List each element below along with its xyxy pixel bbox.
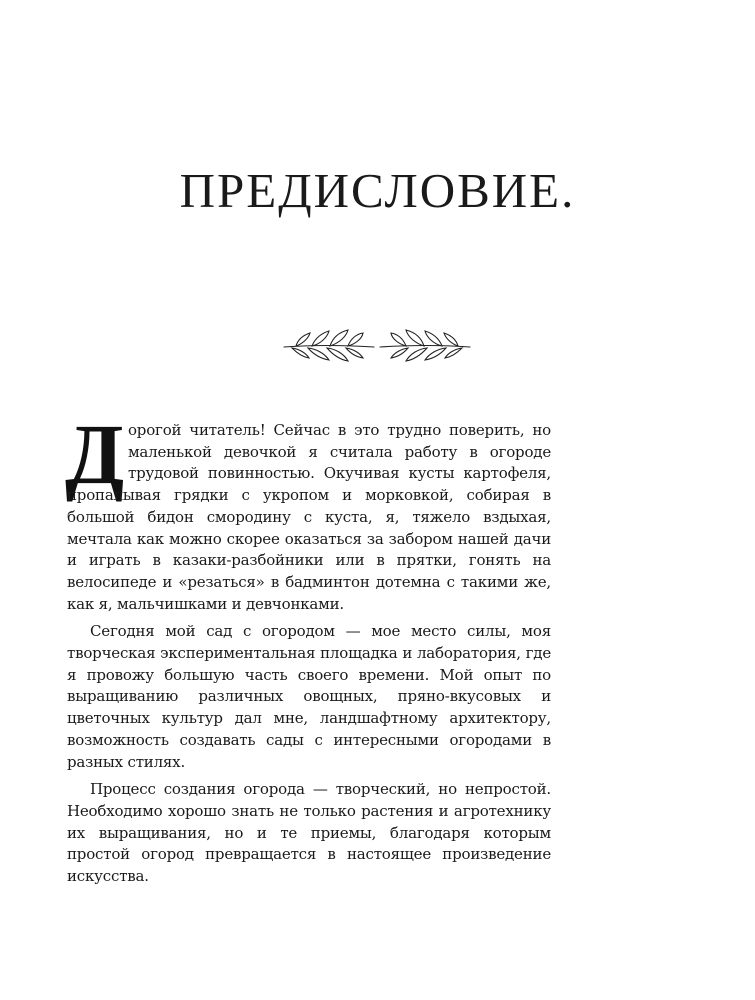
paragraph-1 <box>65 406 551 615</box>
preface-text <box>65 406 551 894</box>
paragraph-3: Процесс создания огорода — творческий, но непростой. Необходимо хорошо знать не только растения и агротехнику их выращивания, но и те приемы, благодаря которым простой огород превращается в настоящее произведение искусства. <box>67 780 551 886</box>
drop-cap-letter: Д <box>65 406 124 502</box>
paragraph-1-text: орогой читатель! Сейчас в это трудно поверить, но маленькой девочкой я считала работу в огороде трудовой повинностью. Окучивая кусты картофеля, пропалывая грядки с укропом и морковкой, собирая в большой бидон смородину с куста, я, тяжело вздыхая, мечтала как можно скорее оказаться за забором нашей дачи и играть в казаки-разбойники или в прятки, гонять на велосипеде и «резаться» в бадминтон дотемна с такими же, как я, мальчишками и девчонками. <box>67 421 551 613</box>
paragraph-2: Сегодня мой сад с огородом — мое место силы, моя творческая экспериментальная площадка и лаборатория, где я провожу большую часть своего времени. Мой опыт по выращиванию различных овощных, пряно-вкусовых и цветочных культур дал мне, ландшафтному архитектору, возможность создавать сады с интересными огородами в разных стилях. <box>67 622 551 771</box>
laurel-branches-icon <box>282 325 472 369</box>
page-title: ПРЕДИСЛОВИЕ. <box>179 163 576 218</box>
